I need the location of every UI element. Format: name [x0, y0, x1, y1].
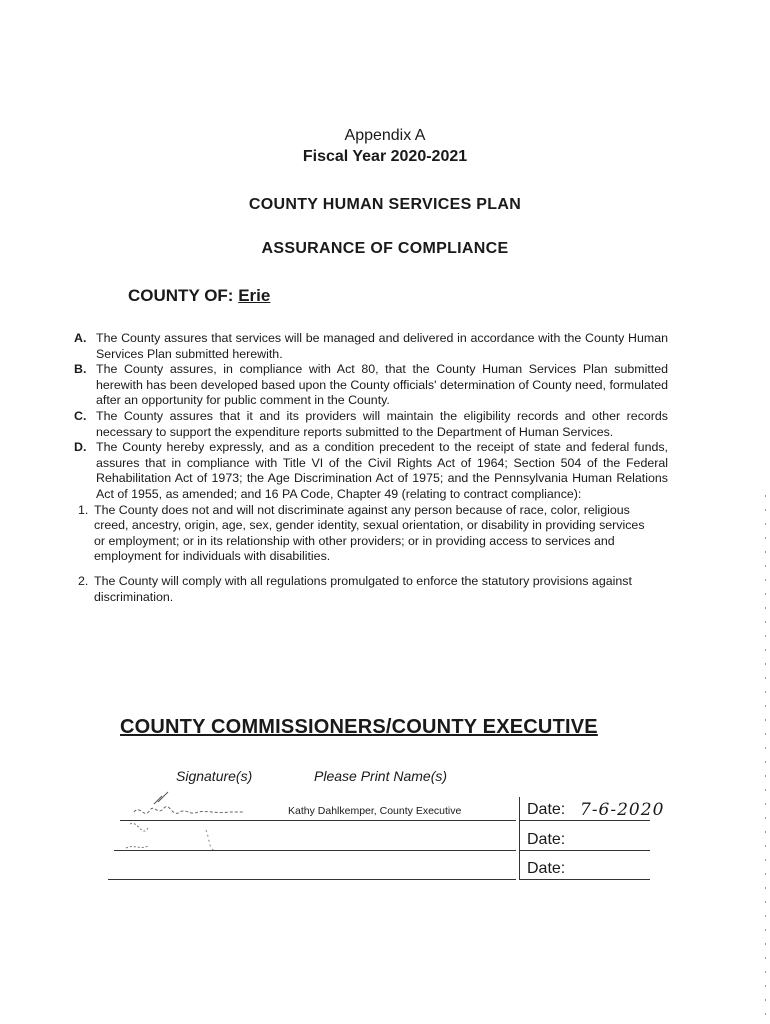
sub-item: [78, 574, 654, 605]
date-line: [520, 850, 650, 851]
assurance-item: [74, 362, 668, 409]
assurance-item: [74, 440, 668, 502]
signature-column-label: Signature(s): [176, 768, 253, 784]
county-label: COUNTY OF:: [128, 286, 234, 305]
sub-item: [78, 503, 654, 565]
assurance-item: [74, 409, 668, 440]
signature-line: [120, 820, 516, 821]
appendix-label: Appendix A: [344, 127, 426, 144]
date-label: Date:: [527, 801, 566, 818]
name-column-label: Please Print Name(s): [314, 768, 448, 784]
date-line: [520, 879, 650, 880]
sub-item-text: The County will comply with all regulations promulgated to enforce the statutory provisions against discrimination.: [94, 573, 632, 604]
plan-title: COUNTY HUMAN SERVICES PLAN: [248, 196, 522, 213]
county-name: Erie: [238, 286, 271, 305]
date-label: Date:: [527, 831, 566, 848]
printed-name: Kathy Dahlkemper, County Executive: [288, 805, 462, 817]
scan-edge-marks: [765, 495, 766, 1015]
commissioners-heading: COUNTY COMMISSIONERS/COUNTY EXECUTIVE: [120, 716, 598, 738]
item-text: The County hereby expressly, and as a condition precedent to the receipt of state and federal funds, assures that in compliance with Title VI of the Civil Rights Act of 1964; Section 504 of the Federal Rehabilitation Act of 1973; the Age Discrimination Act of 1975; and the Pennsylvania Human Relations Act of 1955, as amended; and 16 PA Code, Chapter 49 (relating to contract compliance):: [96, 440, 668, 501]
assurance-item: [74, 331, 668, 362]
sub-item-number: 2.: [78, 573, 89, 588]
sub-item-number: 1.: [78, 502, 89, 517]
item-text: The County assures that services will be managed and delivered in accordance with the County Human Services Plan submitted herewith.: [96, 331, 668, 361]
item-letter: B.: [74, 362, 87, 377]
item-letter: A.: [74, 331, 87, 345]
county-line: [128, 286, 270, 306]
signature-line: [108, 879, 516, 880]
date-column-divider: [519, 797, 520, 880]
item-text: The County assures that it and its providers will maintain the eligibility records and other records necessary to support the expenditure reports submitted to the Department of Human Services.: [96, 408, 668, 439]
fiscal-year: Fiscal Year 2020-2021: [302, 148, 468, 165]
date-line: [520, 820, 650, 821]
date-value: 7-6-2020: [580, 800, 665, 820]
item-text: The County assures, in compliance with Act 80, that the County Human Services Plan submitted herewith has been developed based upon the County officials' determination of County need, formulated after an opportunity for public comment in the County.: [96, 362, 668, 408]
date-label: Date:: [527, 860, 566, 877]
item-letter: C.: [74, 408, 87, 423]
item-letter: D.: [74, 440, 87, 455]
assurance-items: [74, 331, 668, 605]
sub-item-text: The County does not and will not discriminate against any person because of race, color, religious creed, ancestry, origin, age, sex, gender identity, sexual orientation, or disability in providing services or employment; or in its relationship with other providers; or in providing access to services and employment for individuals with disabilities.: [94, 502, 645, 564]
assurance-title: ASSURANCE OF COMPLIANCE: [261, 240, 509, 257]
signature-line: [114, 850, 516, 851]
